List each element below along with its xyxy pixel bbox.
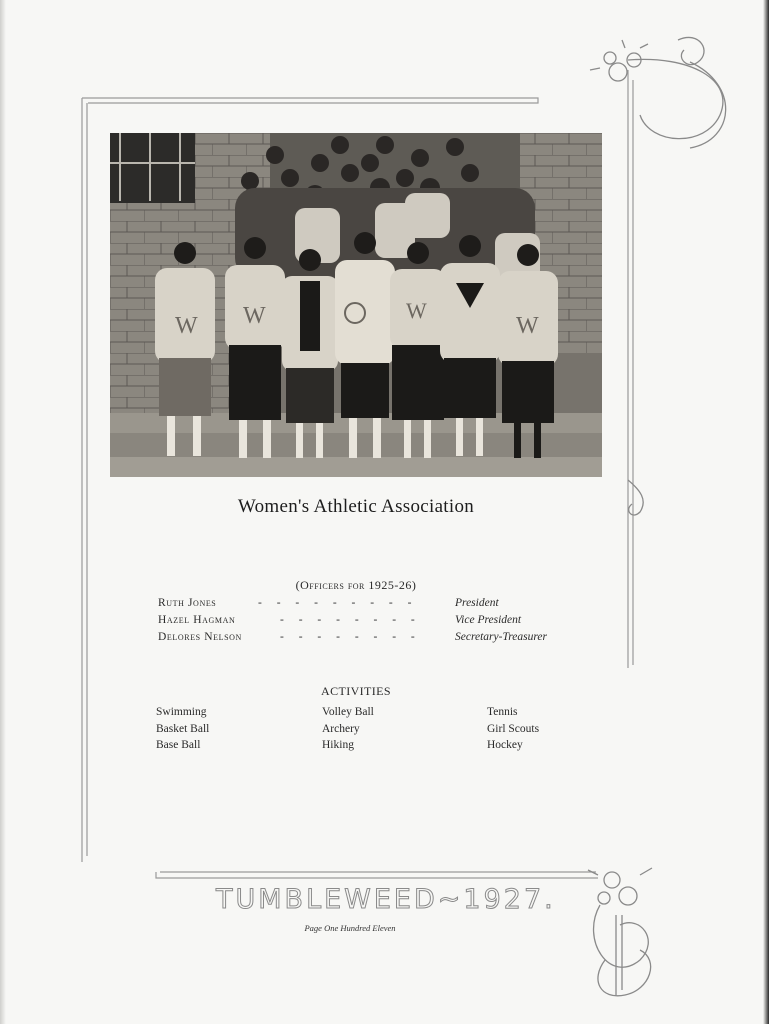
leader-dashes: - - - - - - - - xyxy=(280,614,421,626)
activity-item: Hockey xyxy=(487,739,523,751)
svg-text:W: W xyxy=(175,313,198,339)
officer-row xyxy=(158,631,578,647)
activity-item: Tennis xyxy=(487,706,518,718)
page-number-label: Page One Hundred Eleven xyxy=(304,923,396,933)
activities-heading: ACTIVITIES xyxy=(321,684,391,698)
officer-title: Vice President xyxy=(455,614,522,626)
svg-text:W: W xyxy=(406,298,427,323)
leader-dashes: - - - - - - - - - xyxy=(258,597,418,609)
group-photo-image-icon xyxy=(110,133,602,477)
officer-row xyxy=(158,597,578,613)
group-photo xyxy=(110,133,602,477)
officer-row xyxy=(158,614,578,630)
floral-ornament-bottom-icon xyxy=(588,868,652,996)
leader-dashes: - - - - - - - - xyxy=(280,631,421,643)
svg-text:W: W xyxy=(243,303,266,329)
activities-column xyxy=(156,704,209,754)
officers-heading: (Officers for 1925-26) xyxy=(295,578,417,592)
officer-name: Hazel Hagman xyxy=(158,614,236,626)
officer-name: Delores Nelson xyxy=(158,631,242,643)
yearbook-masthead: TUMBLEWEED~1927. xyxy=(216,884,556,915)
officer-title: President xyxy=(455,597,499,609)
activity-item: Archery xyxy=(322,722,360,735)
activities-column xyxy=(487,704,539,754)
floral-ornament-top-icon xyxy=(590,37,726,515)
activity-item: Volley Ball xyxy=(322,706,374,718)
officer-name: Ruth Jones xyxy=(158,597,217,609)
association-title: Women's Athletic Association xyxy=(237,496,475,517)
activity-item: Girl Scouts xyxy=(487,722,540,735)
activity-item: Swimming xyxy=(156,706,207,718)
activity-item: Hiking xyxy=(322,739,354,751)
officer-title: Secretary-Treasurer xyxy=(455,631,547,643)
activity-item: Basket Ball xyxy=(156,722,210,735)
svg-text:W: W xyxy=(516,313,539,339)
activity-item: Base Ball xyxy=(156,739,201,751)
activities-column xyxy=(322,704,374,754)
